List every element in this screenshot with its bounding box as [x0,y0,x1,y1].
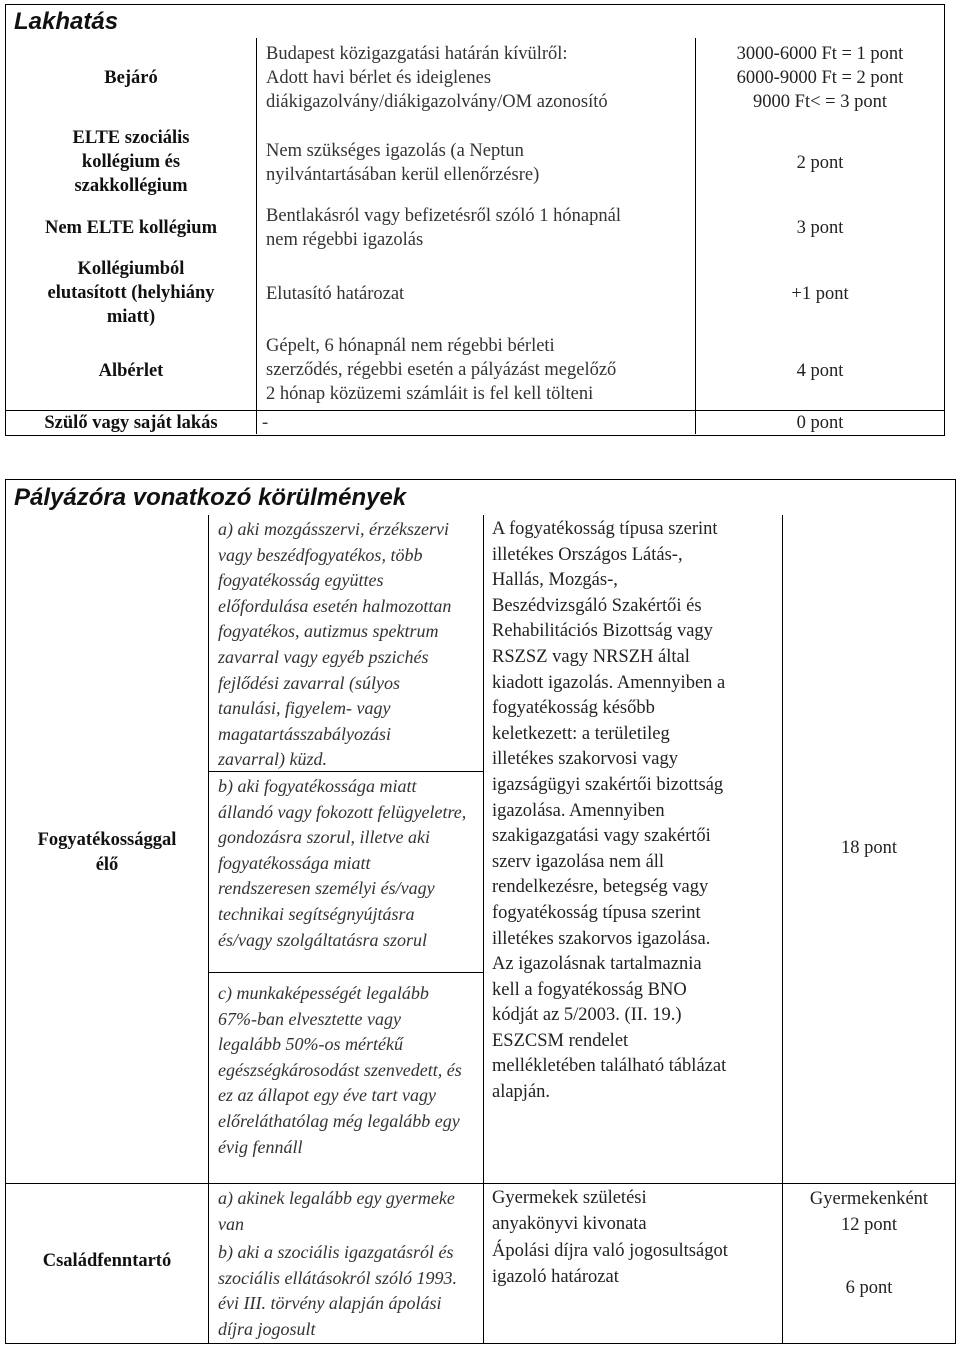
row-elte-kollegium-desc: Nem szükséges igazolás (a Neptun nyilvántartásában kerül ellenőrzésre) [266,141,540,185]
row-szulo-label: Szülő vagy saját lakás [44,413,218,433]
korulmenyek-col-divider-1 [208,515,209,1344]
csaladfenntarto-criterion-b: b) aki a szociális igazgatásról és szociális ellátásokról szóló 1993. évi III. törvény alapján ápolási díjra jogosult [218,1242,458,1339]
fogyatekos-criterion-c: c) munkaképességét legalább 67%-ban elvesztette vagy legalább 50%-os mértékű egészségkárosodást szenvedett, és ez az állapot egy éve tart vagy előreláthatólag még legalább egy évig fennáll [218,983,462,1157]
csaladfenntarto-points-b: 6 pont [845,1278,893,1298]
fogyatekos-b-c-divider [208,972,483,973]
row-szulo-desc: - [262,413,269,433]
fogyatekos-points: 18 pont [840,838,897,858]
fogyatekos-criterion-b: b) aki fogyatékossága miatt állandó vagy fokozott felügyeletre, gondozásra szorul, illetve aki fogyatékossága miatt rendszeresen személyi és/vagy technikai segítségnyújtásra és/vagy szolgáltatásra szorul [218,776,467,950]
row-alberlet-points: 4 pont [796,361,844,381]
row-nem-elte-label: Nem ELTE kollégium [44,218,217,238]
csaladfenntarto-criterion-a: a) akinek legalább egy gyermeke van [218,1188,455,1234]
fogyatekos-csalad-divider [5,1183,956,1184]
csaladfenntarto-points-a: Gyermekenként 12 pont [809,1189,929,1235]
row-elutasitott-desc: Elutasító határozat [266,284,405,304]
fogyatekos-label: Fogyatékossággal élő [37,830,177,875]
row-alberlet-desc: Gépelt, 6 hónapnál nem régebbi bérleti szerződés, régebbi esetén a pályázást megelőző 2 hónap közüzemi számláit is fel kell tölteni [266,336,617,404]
lakhatas-col-divider-1 [256,38,257,434]
korulmenyek-col-divider-2 [483,515,484,1344]
row-nem-elte-desc: Bentlakásról vagy befizetésről szóló 1 hónapnál nem régebbi igazolás [266,206,621,250]
fogyatekos-proof: A fogyatékosság típusa szerint illetékes Országos Látás-, Hallás, Mozgás-, Beszédvizsgáló Szakértői és Rehabilitációs Bizottság vagy RSZSZ vagy NRSZH által kiadott igazolás. Amennyiben a fogyatékosság később keletkezett: a területileg illetékes szakorvosi vagy igazságügyi szakértői bizottság igazolása. Amennyiben szakigazgatási vagy szakértői szerv igazolása nem áll rendelkezésre, betegség vagy fogyatékosság típusa szerint illetékes szakorvos igazolása. Az igazolásnak tartalmaznia kell a fogyatékosság BNO kódját az 5/2003. (II. 19.) ESZCSM rendelet mellékletében található táblázat alapján. [492,519,727,1103]
row-bejaro-desc: Budapest közigazgatási határán kívülről: Adott havi bérlet és ideiglenes diákigazolvány/diákigazolvány/OM azonosító [266,44,608,112]
row-alberlet-label: Albérlet [98,361,164,381]
row-elte-kollegium-points: 2 pont [796,153,844,173]
row-elutasitott-points: +1 pont [791,284,849,304]
csaladfenntarto-proof-a: Gyermekek születési anyakönyvi kivonata [492,1188,647,1234]
row-szulo-points: 0 pont [796,413,844,433]
row-elutasitott-label: Kollégiumból elutasított (helyhiány miatt) [47,259,215,327]
csaladfenntarto-proof-b: Ápolási díjra való jogosultságot igazoló határozat [492,1241,728,1287]
row-bejaro-label: Bejáró [104,68,158,88]
row-nem-elte-points: 3 pont [796,218,844,238]
fogyatekos-criterion-a: a) aki mozgásszervi, érzékszervi vagy beszédfogyatékos, több fogyatékosság együttes előfordulása esetén halmozottan fogyatékos, autizmus spektrum zavarral vagy egyéb pszichés fejlődési zavarral (súlyos tanulási, figyelem- vagy magatartásszabályozási zavarral) küzd. [218,519,452,770]
row-elte-kollegium-label: ELTE szociális kollégium és szakkollégium [72,128,190,196]
korulmenyek-title: Pályázóra vonatkozó körülmények [14,484,407,511]
lakhatas-title: Lakhatás [14,8,119,35]
csaladfenntarto-label: Családfenntartó [42,1251,172,1271]
row-bejaro-points: 3000-6000 Ft = 1 pont 6000-9000 Ft = 2 pont 9000 Ft< = 3 pont [736,44,904,112]
